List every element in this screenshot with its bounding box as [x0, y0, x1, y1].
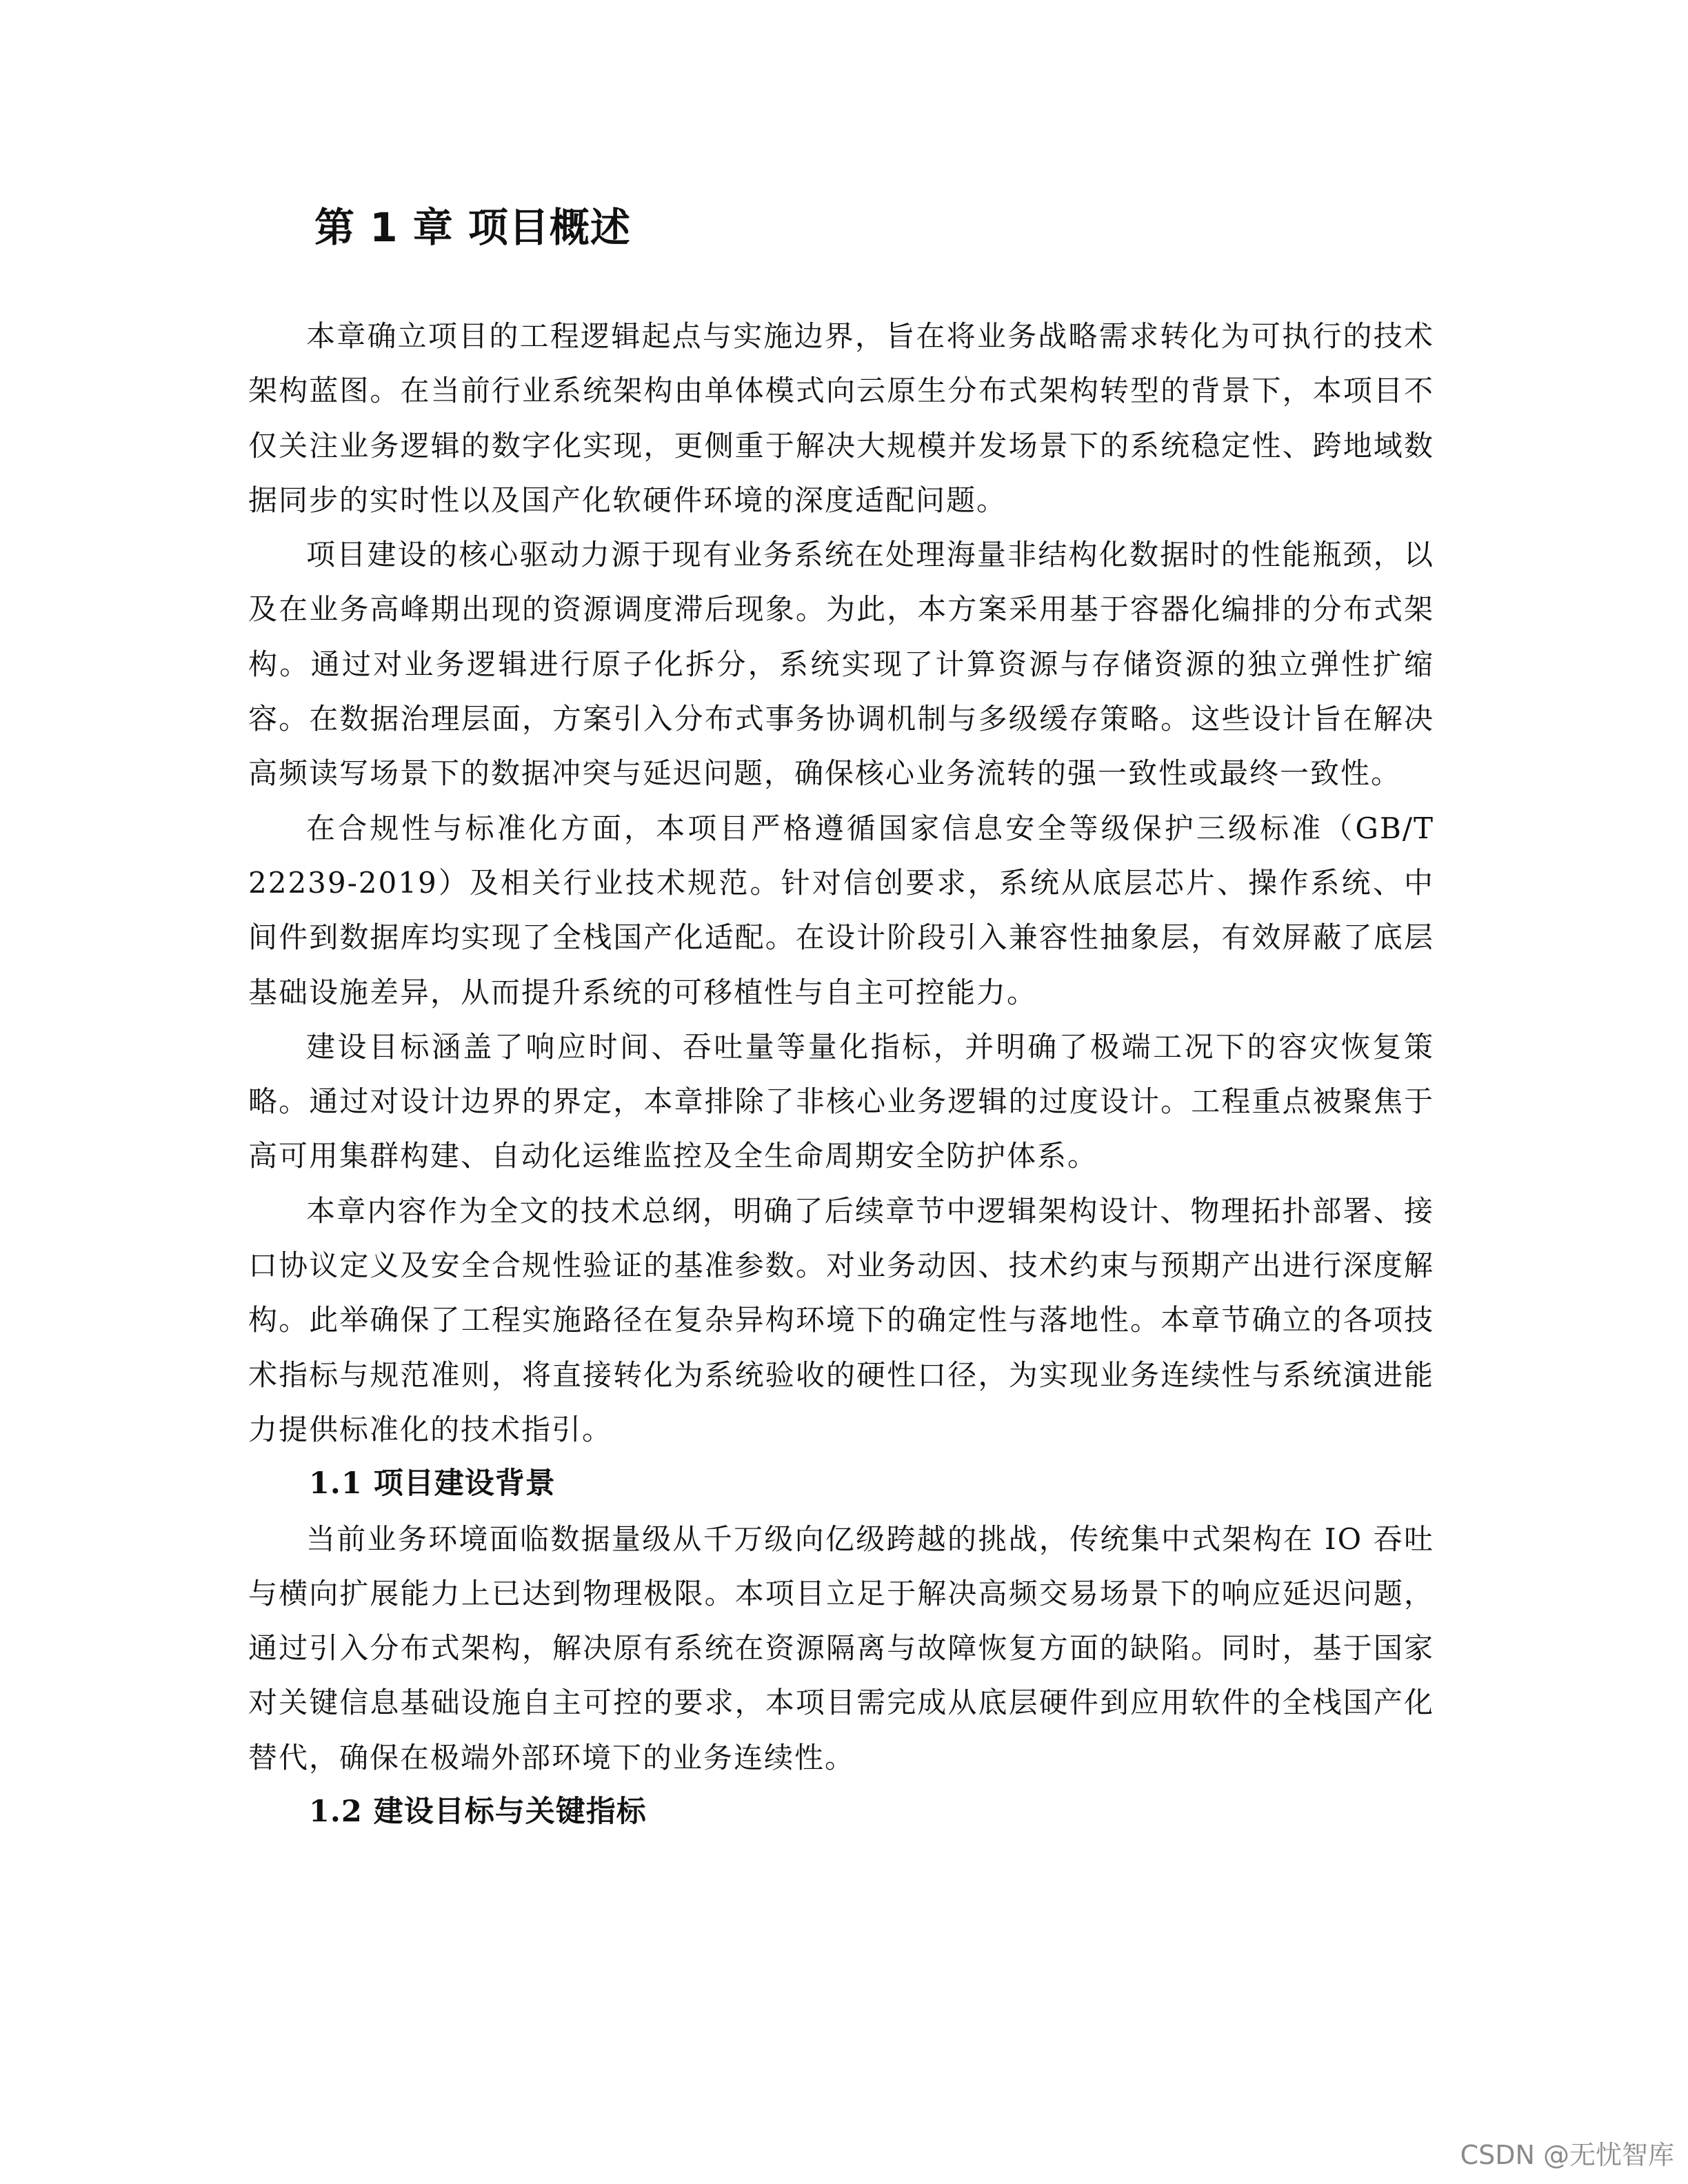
intro-paragraph-2: 项目建设的核心驱动力源于现有业务系统在处理海量非结构化数据时的性能瓶颈，以及在业务高峰期出现的资源调度滞后现象。为此，本方案采用基于容器化编排的分布式架构。通过对业务逻辑进行原子化拆分，系统实现了计算资源与存储资源的独立弹性扩缩容。在数据治理层面，方案引入分布式事务协调机制与多级缓存策略。这些设计旨在解决高频读写场景下的数据冲突与延迟问题，确保核心业务流转的强一致性或最终一致性。: [248, 538, 1434, 791]
section-1-2-heading: 1.2 建设目标与关键指标: [309, 1794, 647, 1830]
section-1-1-heading: 1.1 项目建设背景: [309, 1466, 556, 1502]
intro-paragraph-4: 建设目标涵盖了响应时间、吞吐量等量化指标，并明确了极端工况下的容灾恢复策略。通过对设计边界的界定，本章排除了非核心业务逻辑的过度设计。工程重点被聚焦于高可用集群构建、自动化运维监控及全生命周期安全防护体系。: [248, 1029, 1434, 1173]
chapter-title: 第 1 章 项目概述: [314, 204, 631, 251]
intro-paragraph-5: 本章内容作为全文的技术总纲，明确了后续章节中逻辑架构设计、物理拓扑部署、接口协议定义及安全合规性验证的基准参数。对业务动因、技术约束与预期产出进行深度解构。此举确保了工程实施路径在复杂异构环境下的确定性与落地性。本章节确立的各项技术指标与规范准则，将直接转化为系统验收的硬性口径，为实现业务连续性与系统演进能力提供标准化的技术指引。: [248, 1193, 1434, 1446]
intro-paragraph-3: 在合规性与标准化方面，本项目严格遵循国家信息安全等级保护三级标准（GB/T 22239-2019）及相关行业技术规范。针对信创要求，系统从底层芯片、操作系统、中间件到数据库均实现了全栈国产化适配。在设计阶段引入兼容性抽象层，有效屏蔽了底层基础设施差异，从而提升系统的可移植性与自主可控能力。: [248, 811, 1434, 1009]
body-text: [248, 309, 1434, 1839]
csdn-watermark: CSDN @无忧智库: [1460, 2140, 1674, 2170]
section-1-1-paragraph: 当前业务环境面临数据量级从千万级向亿级跨越的挑战，传统集中式架构在 IO 吞吐与横向扩展能力上已达到物理极限。本项目立足于解决高频交易场景下的响应延迟问题，通过引入分布式架构，解决原有系统在资源隔离与故障恢复方面的缺陷。同时，基于国家对关键信息基础设施自主可控的要求，本项目需完成从底层硬件到应用软件的全栈国产化替代，确保在极端外部环境下的业务连续性。: [248, 1521, 1434, 1775]
intro-paragraph-1: 本章确立项目的工程逻辑起点与实施边界，旨在将业务战略需求转化为可执行的技术架构蓝图。在当前行业系统架构由单体模式向云原生分布式架构转型的背景下，本项目不仅关注业务逻辑的数字化实现，更侧重于解决大规模并发场景下的系统稳定性、跨地域数据同步的实时性以及国产化软硬件环境的深度适配问题。: [248, 319, 1434, 517]
